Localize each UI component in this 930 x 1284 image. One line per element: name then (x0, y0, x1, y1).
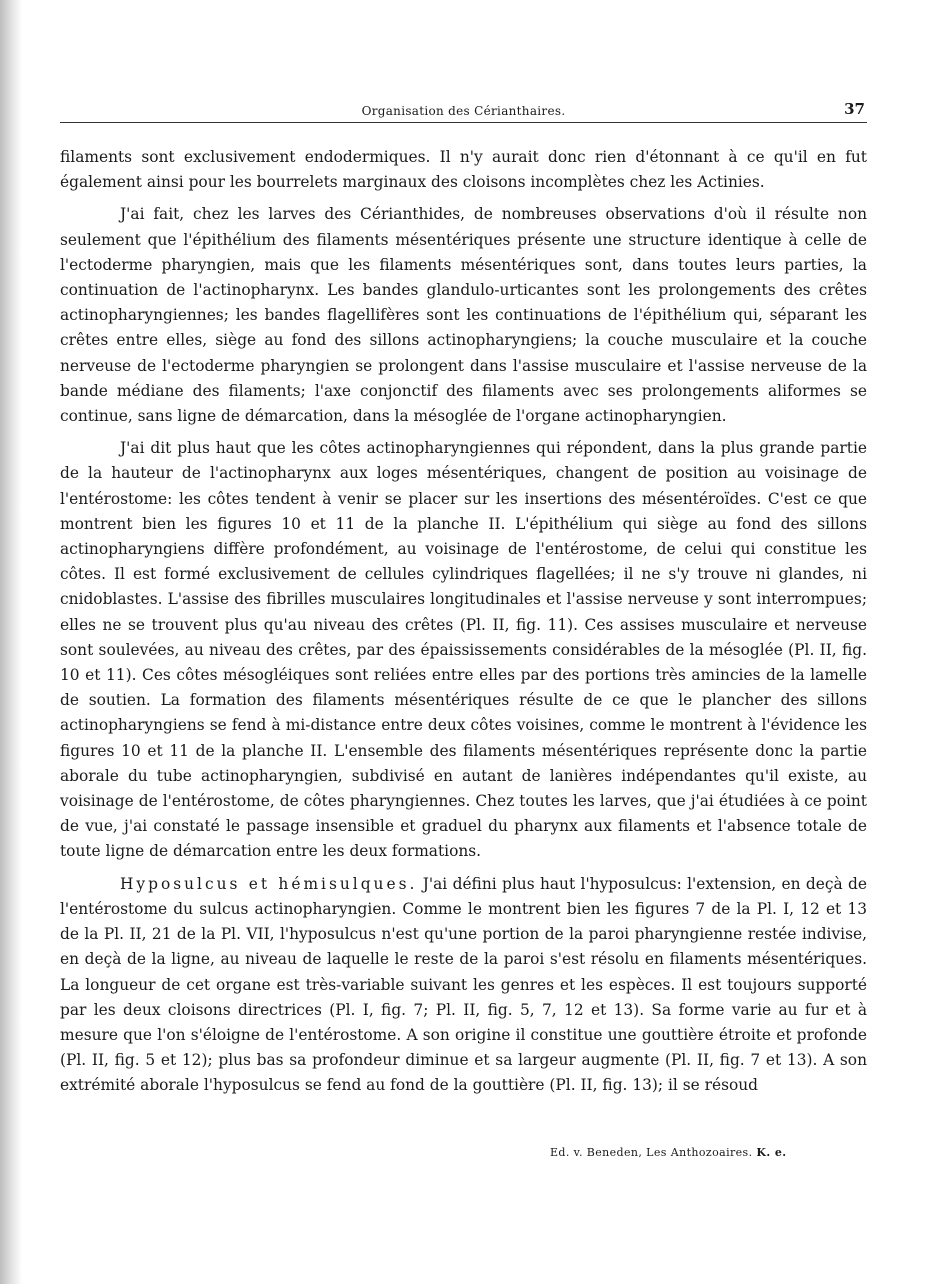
footer-signature-text: Ed. v. Beneden, Les Anthozoaires. (550, 1146, 753, 1159)
paragraph-actinopharyngeal-ribs: J'ai dit plus haut que les côtes actinopharyngiennes qui répondent, dans la plus grande partie de la hauteur de l'actinopharynx aux loges mésentériques, changent de position au voisinage de l'entérostome: les côtes tendent à venir se placer sur les insertions des mésentéroïdes. C'est ce que montrent bien les figures 10 et 11 de la planche II. L'épithélium qui siège au fond des sillons actinopharyngiens diffère profondément, au voisinage de l'entérostome, de celui qui constitue les côtes. Il est formé exclusivement de cellules cylindriques flagellées; il ne s'y trouve ni glandes, ni cnidoblastes. L'assise des fibrilles musculaires longitudinales et l'assise nerveuse y sont interrompues; elles ne se trouvent plus qu'au niveau des crêtes (Pl. II, fig. 11). Ces assises musculaire et nerveuse sont soulevées, au niveau des crêtes, par des épaississements considérables de la mésoglée (Pl. II, fig. 10 et 11). Ces côtes mésogléiques sont reliées entre elles par des portions très amincies de la lamelle de soutien. La formation des filaments mésentériques résulte de ce que le plancher des sillons actinopharyngiens se fend à mi-distance entre deux côtes voisines, comme le montrent à l'évidence les figures 10 et 11 de la planche II. L'ensemble des filaments mésentériques représente donc la partie aborale du tube actinopharyngien, subdivisé en autant de lanières indépendantes qu'il existe, au voisinage de l'entérostome, de côtes pharyngiennes. Chez toutes les larves, que j'ai étudiées à ce point de vue, j'ai constaté le passage insensible et graduel du pharynx aux filaments et l'absence totale de toute ligne de démarcation entre les deux formations. (60, 439, 867, 861)
section-lead-title: Hyposulcus et hémisulques. (120, 874, 418, 893)
body-text (60, 145, 867, 1099)
running-title: Organisation des Cérianthaires. (361, 104, 566, 118)
paragraph-filaments-observations: J'ai fait, chez les larves des Cérianthides, de nombreuses observations d'où il résulte non seulement que l'épithélium des filaments mésentériques présente une structure identique à celle de l'ectoderme pharyngien, mais que les filaments mésentériques sont, dans toutes leurs parties, la continuation de l'actinopharynx. Les bandes glandulo-urticantes sont les prolongements des crêtes actinopharyngiennes; les bandes flagellifères sont les continuations de l'épithélium qui, séparant les crêtes entre elles, siège au fond des sillons actinopharyngiens; la couche musculaire et la couche nerveuse de l'ectoderme pharyngien se prolongent dans l'assise musculaire et l'assise nerveuse de la bande médiane des filaments; l'axe conjonctif des filaments avec ses prolongements aliformes se continue, sans ligne de démarcation, dans la mésoglée de l'organe actinopharyngien. (60, 205, 867, 426)
page-number: 37 (844, 100, 865, 118)
paragraph-hyposulcus-text: J'ai défini plus haut l'hyposulcus: l'extension, en deçà de l'entérostome du sulcus actinopharyngien. Comme le montrent bien les figures 7 de la Pl. I, 12 et 13 de la Pl. II, 21 de la Pl. VII, l'hyposulcus n'est qu'une portion de la paroi pharyngienne restée indivise, en deçà de la ligne, au niveau de laquelle le reste de la paroi s'est résolu en filaments mésentériques. La longueur de cet organe est très-variable suivant les genres et les espèces. Il est toujours supporté par les deux cloisons directrices (Pl. I, fig. 7; Pl. II, fig. 5, 7, 12 et 13). Sa forme varie au fur et à mesure que l'on s'éloigne de l'entérostome. A son origine il constitue une gouttière étroite et profonde (Pl. II, fig. 5 et 12); plus bas sa profondeur diminue et sa largeur augmente (Pl. II, fig. 7 et 13). A son extrémité aborale l'hyposulcus se fend au fond de la gouttière (Pl. II, fig. 13); il se résoud (60, 874, 867, 1095)
paragraph-continuation: filaments sont exclusivement endodermiques. Il n'y aurait donc rien d'étonnant à ce qu'il en fut également ainsi pour les bourrelets marginaux des cloisons incomplètes chez les Actinies. (60, 148, 867, 192)
footer-signature (550, 1146, 786, 1159)
paragraph-hyposulcus (60, 872, 867, 1099)
running-header (60, 102, 867, 123)
footer-signature-mark: K. e. (756, 1146, 787, 1159)
page-edge-shadow (0, 0, 22, 1284)
page (60, 102, 867, 1099)
